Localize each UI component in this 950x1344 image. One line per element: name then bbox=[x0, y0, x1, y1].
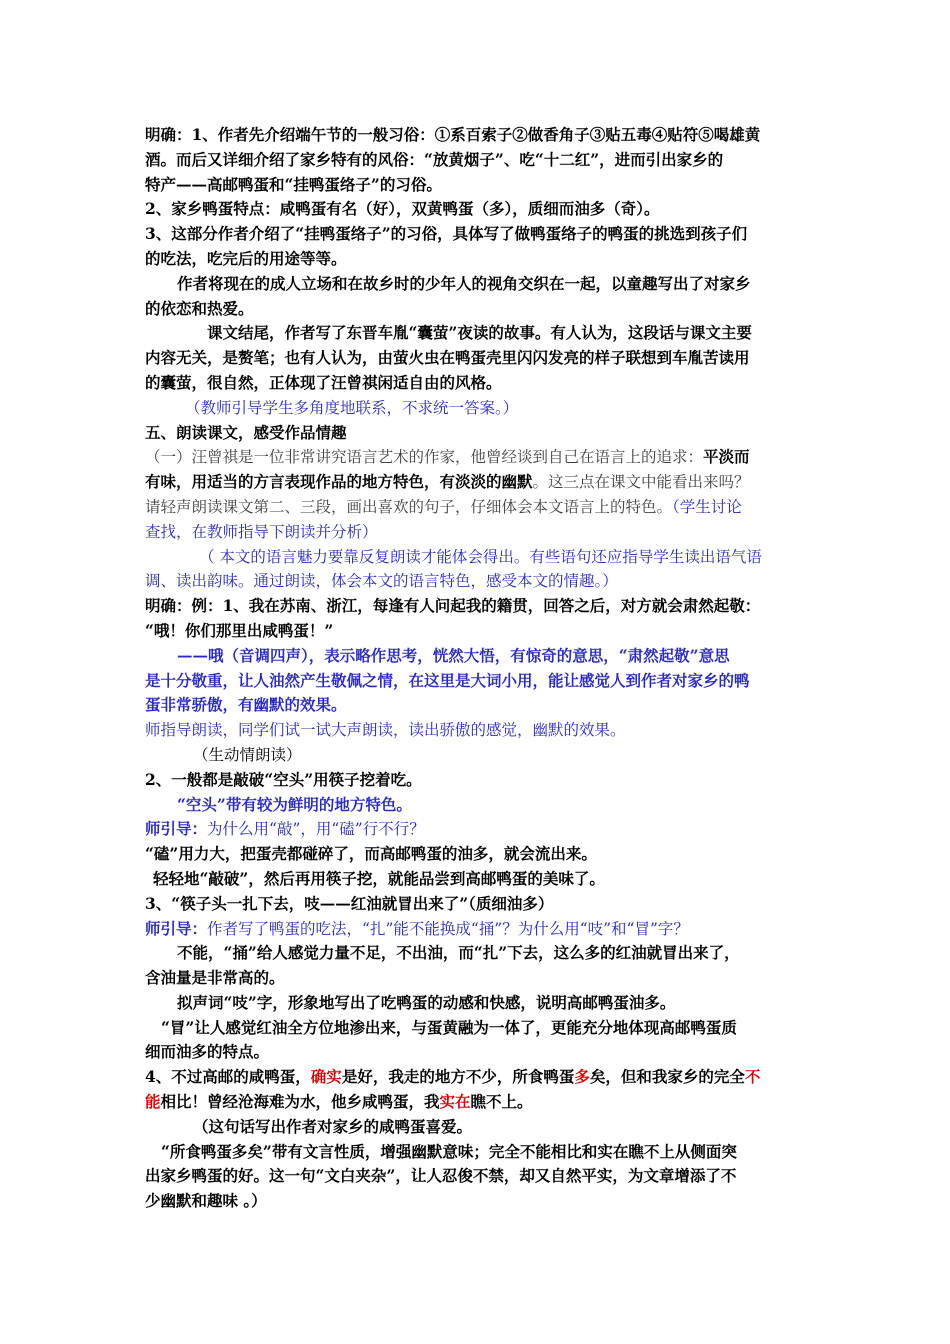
text-line: 作者将现在的成人立场和在故乡时的少年人的视角交织在一起，以童趣写出了对家乡 bbox=[177, 273, 751, 293]
text-line: 含油量是非常高的。 bbox=[145, 968, 285, 988]
text-line: 调、读出韵味。通过朗读，体会本文的语言特色，感受本文的情趣。） bbox=[145, 572, 618, 591]
text-span: 有味，用适当的方言表现作品的地方特色，有淡淡的幽默 bbox=[145, 472, 533, 492]
highlight-span: 实在 bbox=[439, 1092, 471, 1112]
text-span: 请轻声朗读课文第二、三段，画出喜欢的句子，仔细体会本文语言上的特色。 bbox=[145, 497, 673, 516]
text-span: 瞧不上。 bbox=[470, 1092, 533, 1112]
text-line: “磕”用力大，把蛋壳都碰碎了，而高邮鸭蛋的油多，就会流出来。 bbox=[145, 844, 597, 864]
text-line bbox=[145, 1065, 810, 1090]
text-line: 3、“筷子头一扎下去，吱——红油就冒出来了”（质细油多） bbox=[145, 893, 554, 913]
text-span: 。这三点在课文中能看出来吗？ bbox=[532, 473, 750, 492]
text-span: 是好，我走的地方不少，所食鸭蛋 bbox=[341, 1067, 575, 1087]
text-line bbox=[145, 917, 810, 942]
text-line: “冒”让人感觉红油全方位地渗出来，与蛋黄融为一体了，更能充分地体现高邮鸭蛋质 bbox=[161, 1017, 737, 1037]
text-line: ——哦（音调四声），表示略作思考，恍然大悟，有惊奇的意思，“肃然起敬”意思 bbox=[177, 645, 730, 665]
text-span: 矣，但和我家乡的完全 bbox=[589, 1067, 745, 1087]
text-span: 平淡而 bbox=[703, 447, 750, 467]
text-line: 内容无关，是赘笔；也有人认为，由萤火虫在鸭蛋壳里闪闪发亮的样子联想到车胤苦读用 bbox=[145, 348, 750, 368]
text-line: “空头”带有较为鲜明的地方特色。 bbox=[177, 794, 412, 814]
text-line: “所食鸭蛋多矣”带有文言性质，增强幽默意味；完全不能相比和实在瞧不上从侧面突 bbox=[161, 1141, 737, 1161]
text-line bbox=[145, 470, 810, 495]
text-line: 的囊萤，很自然，正体现了汪曾祺闲适自由的风格。 bbox=[145, 372, 502, 392]
text-line: 出家乡鸭蛋的好。这一句“文白夹杂”，让人忍俊不禁，却又自然平实，为文章增添了不 bbox=[145, 1166, 737, 1186]
text-line: 细而油多的特点。 bbox=[145, 1042, 270, 1062]
text-span: 相比！曾经沧海难为水，他乡咸鸭蛋，我 bbox=[160, 1092, 440, 1112]
text-span: （学生讨论 bbox=[672, 497, 742, 516]
text-line: 的依恋和热爱。 bbox=[145, 298, 254, 318]
text-line: 明确：例：1、我在苏南、浙江，每逢有人问起我的籍贯，回答之后，对方就会肃然起敬： bbox=[145, 596, 761, 616]
text-span: 作者写了鸭蛋的吃法，“扎”能不能换成“捅”？为什么用“吱”和“冒”字？ bbox=[207, 919, 689, 938]
text-line: 的吃法，吃完后的用途等等。 bbox=[145, 248, 347, 268]
text-line: （这句话写出作者对家乡的咸鸭蛋喜爱。 bbox=[193, 1116, 473, 1136]
text-span: 4、不过高邮的咸鸭蛋， bbox=[145, 1067, 311, 1087]
text-line: 不能，“捅”给人感觉力量不足，不出油，而“扎”下去，这么多的红油就冒出来了， bbox=[177, 943, 740, 963]
text-line: 轻轻地“敲破”，然后再用筷子挖，就能品尝到高邮鸭蛋的美味了。 bbox=[153, 868, 605, 888]
text-line: 2、一般都是敲破“空头”用筷子挖着吃。 bbox=[145, 769, 422, 789]
text-line: 课文结尾，作者写了东晋车胤“囊萤”夜读的故事。有人认为，这段话与课文主要 bbox=[207, 323, 752, 343]
text-span: （一）汪曾祺是一位非常讲究语言艺术的作家，他曾经谈到自己在语言上的追求： bbox=[145, 448, 704, 467]
text-line: （ 本文的语言魅力要靠反复朗读才能体会得出。有些语句还应指导学生读出语气语 bbox=[199, 547, 762, 566]
text-line: 拟声词“吱”字，形象地写出了吃鸭蛋的动感和快感，说明高邮鸭蛋油多。 bbox=[177, 992, 676, 1012]
text-line: 蛋非常骄傲，有幽默的效果。 bbox=[145, 695, 347, 715]
text-line bbox=[145, 495, 810, 520]
highlight-span: 确实 bbox=[310, 1067, 342, 1087]
section-heading: 五、朗读课文，感受作品情趣 bbox=[145, 422, 347, 442]
text-line bbox=[145, 1090, 810, 1115]
highlight-span: 能 bbox=[145, 1092, 161, 1112]
text-line bbox=[145, 445, 810, 470]
text-line bbox=[145, 817, 810, 842]
highlight-span: 不 bbox=[744, 1067, 761, 1087]
text-line: 明确：1、作者先介绍端午节的一般习俗：①系百索子②做香角子③贴五毒④贴符⑤喝雄黄 bbox=[145, 125, 761, 144]
text-span: 师引导： bbox=[145, 819, 208, 839]
text-line: （生动情朗读） bbox=[193, 745, 302, 764]
text-line: “哦！你们那里出咸鸭蛋！” bbox=[145, 620, 334, 640]
teacher-note: （教师引导学生多角度地联系，不求统一答案。） bbox=[185, 398, 519, 417]
text-line: 酒。而后又详细介绍了家乡特有的风俗：“放黄烟子”、吃“十二红”，进而引出家乡的 bbox=[145, 149, 724, 169]
text-span: 为什么用“敲”，用“磕”行不行？ bbox=[207, 820, 425, 839]
text-line: 师指导朗读，同学们试一试大声朗读，读出骄傲的感觉，幽默的效果。 bbox=[145, 721, 626, 740]
text-line: 3、这部分作者介绍了“挂鸭蛋络子”的习俗，具体写了做鸭蛋络子的鸭蛋的挑选到孩子们 bbox=[145, 224, 748, 244]
text-line: 查找，在教师指导下朗读并分析） bbox=[145, 522, 378, 541]
highlight-span: 多 bbox=[574, 1067, 590, 1087]
text-line: 少幽默和趣味 。） bbox=[145, 1191, 267, 1211]
document-page bbox=[145, 123, 810, 1214]
text-line: 是十分敬重，让人油然产生敬佩之情，在这里是大词小用，能让感觉人到作者对家乡的鸭 bbox=[145, 670, 750, 690]
text-line: 特产——高邮鸭蛋和“挂鸭蛋络子”的习俗。 bbox=[145, 174, 442, 194]
text-span: 师引导： bbox=[145, 918, 208, 938]
text-line: 2、家乡鸭蛋特点：咸鸭蛋有名（好），双黄鸭蛋（多），质细而油多（奇）。 bbox=[145, 199, 660, 219]
